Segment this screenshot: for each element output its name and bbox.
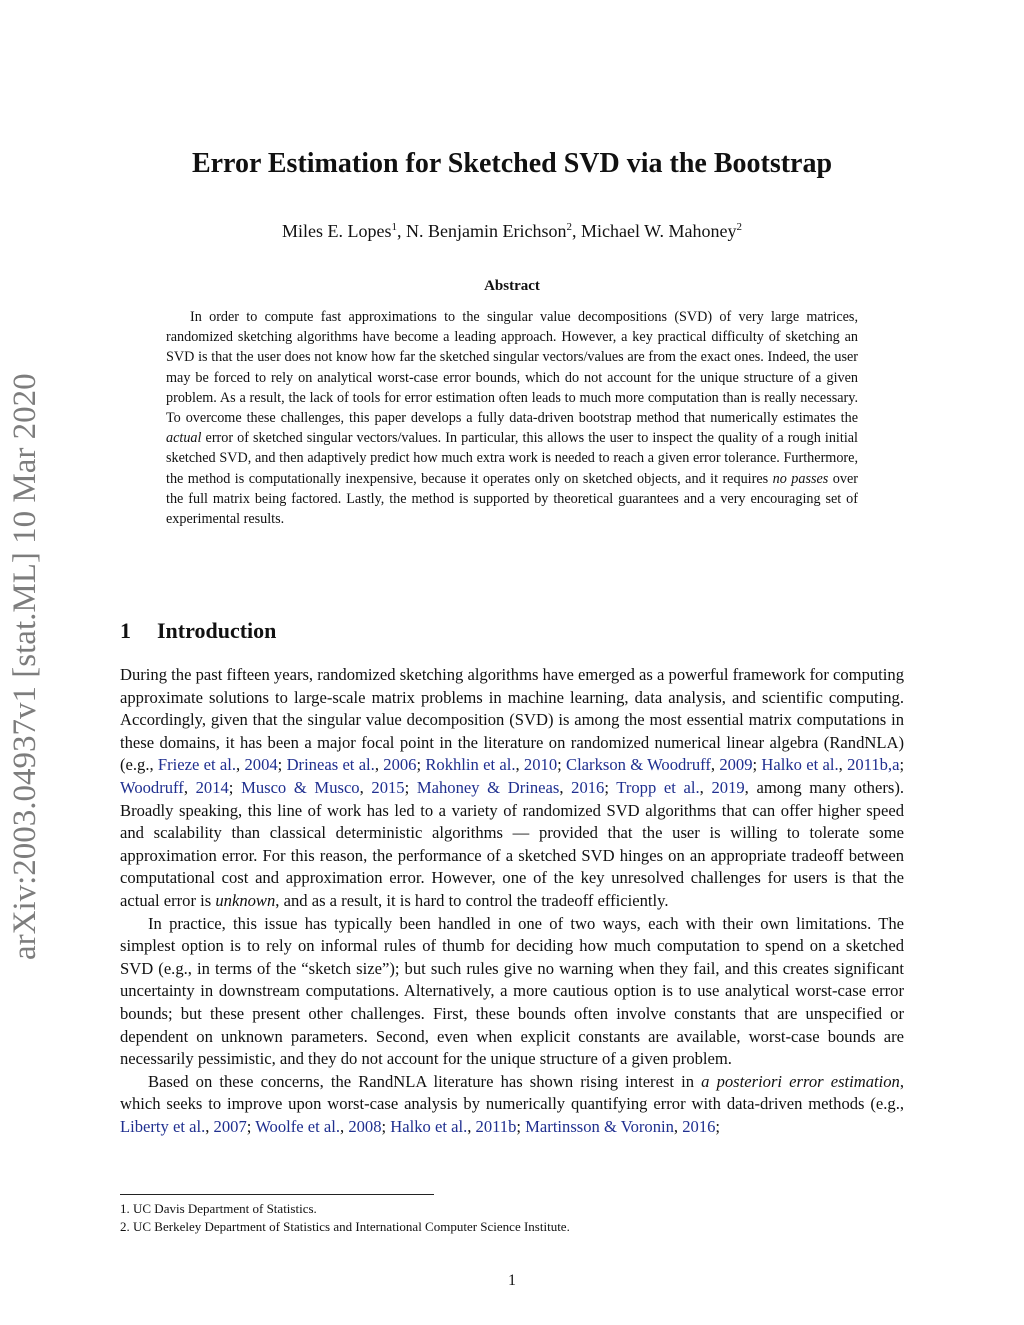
citation-year-link[interactable]: 2008 (348, 1116, 382, 1136)
section-number: 1 (120, 618, 131, 643)
citation-link[interactable]: Rokhlin et al. (425, 755, 516, 775)
author-affiliation-mark: 2 (736, 221, 742, 233)
citation-link[interactable]: Halko et al. (390, 1116, 468, 1136)
paragraph: In practice, this issue has typically been handled in one of two ways, each with their own limitations. The simplest option is to rely on informal rules of thumb for deciding how much computation to spend on a sketched SVD (e.g., in terms of the “sketch size”); but such rules give no warning when they fail, and this creates significant uncertainty in downstream computations. Alternatively, a more cautious option is to use analytical worst-case error bounds; but these present other challenges. First, these bounds often involve constants that are unspecified or dependent on unknown parameters. Second, even when explicit constants are available, worst-case bounds are necessarily pessimistic, and they do not account for the unique structure of a given problem. (120, 913, 904, 1069)
citation-link[interactable]: Tropp et al. (616, 777, 700, 797)
citation-separator: ; (404, 777, 417, 797)
citation-year-link[interactable]: 2004 (244, 755, 278, 775)
citation-separator: ; (516, 1116, 526, 1136)
emphasis: unknown (215, 890, 276, 910)
abstract-emphasis: no passes (772, 470, 829, 487)
citation-link[interactable]: Musco & Musco (241, 777, 360, 797)
citation-separator: , (710, 755, 720, 775)
citation-link[interactable]: Frieze et al. (157, 755, 237, 775)
body-text (120, 664, 904, 1138)
author-name: N. Benjamin Erichson (406, 221, 567, 241)
emphasis: a posteriori error estimation (701, 1071, 900, 1091)
text-segment: Based on these concerns, the RandNLA literature has shown rising interest in (148, 1071, 702, 1091)
citation-year-link[interactable]: 2009 (719, 755, 753, 775)
citation-separator: , (205, 1116, 214, 1136)
citation-year-link[interactable]: 2011b (475, 1116, 517, 1136)
paper-title: Error Estimation for Sketched SVD via the Bootstrap (191, 148, 833, 179)
text-segment: During the past fifteen years, randomized sketching algorithms have emerged as a powerful framework for computing approximate solutions to large-scale matrix problems in machine learning, data analysis, and scientific computing. Accordingly, given that the singular value decomposition (SVD) is among the most essential matrix computations in these domains, it has been a major focal point in the literature on randomized numerical linear algebra (RandNLA) (e.g., (120, 665, 904, 775)
citation-year-link[interactable]: 2011b,a (847, 755, 900, 775)
citation-separator: ; (228, 777, 242, 797)
text-segment: , which seeks to improve upon worst-case analysis by numerically quantifying error with data-driven methods (e.g., (120, 1071, 904, 1114)
text-segment: ; (715, 1116, 721, 1136)
footnote: 2. UC Berkeley Department of Statistics and International Computer Science Institute. (120, 1219, 570, 1234)
citation-year-link[interactable]: 2015 (371, 777, 405, 797)
author-affiliation-mark: 1 (391, 221, 398, 233)
author-separator: , (572, 221, 581, 241)
footnote: 1. UC Davis Department of Statistics. (120, 1201, 317, 1216)
citation-separator: , (236, 755, 245, 775)
citation-year-link[interactable]: 2010 (523, 755, 558, 775)
citation-separator: , (673, 1116, 683, 1136)
citation-year-link[interactable]: 2016 (571, 777, 605, 797)
paragraph (120, 1071, 904, 1139)
citation-link[interactable]: Halko et al. (761, 755, 839, 775)
citation-year-link[interactable]: 2014 (195, 777, 229, 797)
citation-separator: ; (416, 755, 426, 775)
citation-year-link[interactable]: 2016 (682, 1116, 716, 1136)
citation-separator: , (183, 777, 196, 797)
citation-separator: , (515, 755, 524, 775)
citation-separator: ; (277, 755, 287, 775)
abstract-heading: Abstract (484, 278, 540, 294)
paragraph (120, 664, 904, 913)
page-number: 1 (508, 1272, 516, 1289)
abstract-segment: error of sketched singular vectors/values. In particular, this allows the user to inspect the quality of a rough initial sketched SVD, and then adaptively predict how much extra work is needed to reach a given error tolerance. Furthermore, the method is computationally inexpensive, because it operates only on sketched objects, and it requires (166, 430, 858, 487)
author-name: Michael W. Mahoney (581, 221, 737, 241)
citation-separator: , (374, 755, 384, 775)
footnotes (120, 1200, 904, 1236)
citation-separator: , (340, 1116, 349, 1136)
citation-separator: , (559, 777, 572, 797)
citation-link[interactable]: Martinsson & Voronin (525, 1116, 674, 1136)
citation-link[interactable]: Liberty et al. (120, 1116, 206, 1136)
author-name: Miles E. Lopes (282, 221, 392, 241)
text-segment: , and as a result, it is hard to control the tradeoff efficiently. (275, 890, 669, 910)
citation-link[interactable]: Clarkson & Woodruff (566, 755, 711, 775)
abstract-segment: In order to compute fast approximations to the singular value decompositions (SVD) of very large matrices, randomized sketching algorithms have become a leading approach. However, a key practical difficulty of sketching an SVD is that the user does not know how far the sketched singular vectors/values are from the exact ones. Indeed, the user may be forced to rely on analytical worst-case error bounds, which do not account for the unique structure of a given problem. As a result, the lack of tools for error estimation often leads to much more computation than is really necessary. To overcome these challenges, this paper develops a fully data-driven bootstrap method that numerically estimates the (166, 309, 858, 427)
citation-separator: ; (604, 777, 617, 797)
citation-link[interactable]: Woodruff (120, 777, 184, 797)
section-title: Introduction (157, 618, 277, 643)
author-affiliation-mark: 2 (566, 221, 572, 233)
citation-link[interactable]: Drineas et al. (286, 755, 375, 775)
citation-year-link[interactable]: 2019 (711, 777, 745, 797)
footnote-divider (120, 1194, 434, 1195)
citation-separator: , (838, 755, 848, 775)
author-separator: , (397, 221, 407, 241)
section-heading (120, 617, 276, 645)
citation-separator: ; (381, 1116, 391, 1136)
citation-separator: ; (899, 755, 905, 775)
citation-separator: , (699, 777, 712, 797)
citation-link[interactable]: Woolfe et al. (255, 1116, 341, 1136)
abstract-segment: over the full matrix being factored. Lastly, the method is supported by theoretical guarantees and a very encouraging set of experimental results. (166, 470, 858, 528)
citation-separator: ; (246, 1116, 256, 1136)
citation-year-link[interactable]: 2006 (383, 755, 417, 775)
abstract-emphasis: actual (166, 430, 202, 447)
citation-separator: ; (752, 755, 762, 775)
citation-year-link[interactable]: 2007 (213, 1116, 247, 1136)
citation-separator: ; (557, 755, 566, 775)
author-list (0, 215, 1024, 243)
citation-separator: , (359, 777, 372, 797)
citation-link[interactable]: Mahoney & Drineas (416, 777, 560, 797)
text-segment: , among many others). Broadly speaking, this line of work has led to a variety of randomized SVD algorithms that can offer higher speed and scalability than classical deterministic algorithms — provided that the user is willing to tolerate some approximation error. For this reason, the performance of a sketched SVD hinges on an appropriate tradeoff between computational cost and approximation error. However, one of the key unresolved challenges for users is that the actual error is (120, 777, 905, 910)
arxiv-id: arXiv:2003.04937v1 [stat.ML] 10 Mar 2020 (7, 373, 43, 960)
abstract-text (166, 307, 858, 529)
citation-separator: , (467, 1116, 476, 1136)
